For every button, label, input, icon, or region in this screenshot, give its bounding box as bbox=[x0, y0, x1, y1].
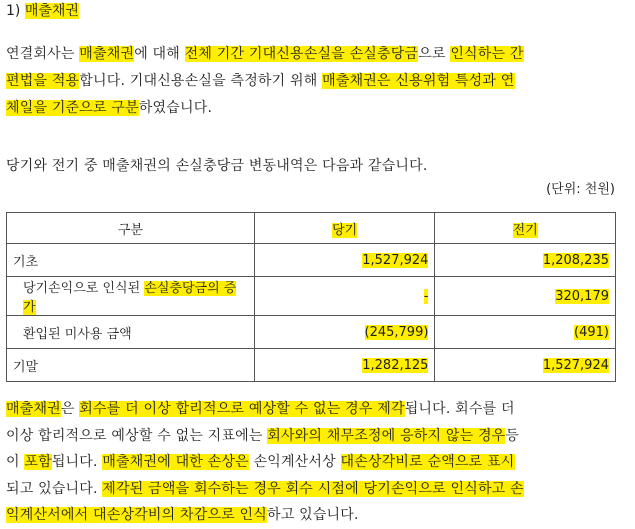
paragraph-table-intro bbox=[6, 153, 626, 180]
paragraph-line bbox=[6, 68, 626, 95]
highlighted-text: 전체 기간 기대신용손실을 손실충당금 bbox=[184, 46, 419, 62]
cell-current bbox=[254, 244, 435, 277]
text-segment: 연결회사는 bbox=[6, 46, 80, 62]
cell-current-value: - bbox=[423, 288, 429, 304]
cell-prior-value: (491) bbox=[574, 324, 609, 340]
text-segment: 으로 bbox=[418, 46, 451, 62]
highlighted-text: 편법을 적용 bbox=[6, 73, 80, 89]
table-row bbox=[7, 244, 616, 277]
row-label: 기말 bbox=[7, 349, 255, 382]
text-segment: 합니다. 기대신용손실을 측정하기 위해 bbox=[79, 73, 323, 89]
cell-current-value: 1,527,924 bbox=[362, 252, 429, 268]
text-segment: 에 대해 bbox=[134, 46, 185, 62]
highlighted-text: 매출채권에 대한 손상은 bbox=[102, 454, 249, 470]
paragraph-line bbox=[6, 41, 626, 68]
paragraph-line bbox=[6, 423, 626, 450]
heading-number: 1) bbox=[6, 3, 21, 19]
allowance-table bbox=[6, 212, 616, 382]
cell-current bbox=[254, 277, 435, 316]
paragraph-allowance-method bbox=[6, 41, 626, 122]
row-label bbox=[7, 277, 255, 316]
text-segment: 이 bbox=[6, 454, 25, 470]
text-segment: 손익계산서상 bbox=[248, 454, 341, 470]
table-row bbox=[7, 349, 616, 382]
text-segment: 하고 있습니다. bbox=[267, 507, 359, 523]
text-segment: 이상 합리적으로 예상할 수 없는 지표에는 bbox=[6, 427, 268, 444]
highlighted-text: 체일을 기준으로 구분 bbox=[6, 100, 139, 116]
cell-current-value: 1,282,125 bbox=[362, 357, 429, 373]
paragraph-line bbox=[6, 449, 626, 476]
cell-prior bbox=[435, 316, 616, 349]
paragraph-write-off-policy bbox=[6, 396, 626, 529]
cell-current-value: (245,799) bbox=[364, 324, 429, 340]
paragraph-line bbox=[6, 95, 626, 122]
highlighted-text: 인식하는 간 bbox=[450, 46, 524, 62]
row-label-highlight: 손실충당금의 증가 bbox=[23, 281, 237, 315]
row-label: 환입된 미사용 금액 bbox=[7, 316, 255, 349]
paragraph-line bbox=[6, 396, 626, 423]
text-segment: 등 bbox=[505, 427, 520, 444]
text-segment: 되고 있습니다. bbox=[6, 480, 103, 497]
row-label: 기초 bbox=[7, 244, 255, 277]
header-current-text: 당기 bbox=[332, 222, 358, 238]
paragraph-line bbox=[6, 502, 626, 529]
highlighted-text: 제각된 금액을 회수하는 경우 회수 시점에 당기손익으로 인식하고 손 bbox=[102, 480, 524, 497]
section-heading bbox=[6, 2, 79, 20]
highlighted-text: 매출채권 bbox=[6, 401, 61, 417]
highlighted-text: 매출채권 bbox=[79, 46, 135, 62]
header-prior bbox=[435, 213, 616, 244]
text-segment: 은 bbox=[60, 401, 80, 417]
cell-prior-value: 1,527,924 bbox=[542, 357, 609, 373]
text-segment: 됩니다. 회수를 더 bbox=[404, 401, 515, 417]
table-row bbox=[7, 277, 616, 316]
cell-current bbox=[254, 316, 435, 349]
row-label-plain: 당기손익으로 인식된 bbox=[23, 281, 145, 296]
highlighted-text: 익계산서에서 bbox=[6, 507, 93, 523]
header-label: 구분 bbox=[7, 213, 255, 244]
cell-prior-value: 1,208,235 bbox=[542, 252, 609, 268]
highlighted-text: 대손상각비의 차감으로 인식 bbox=[93, 507, 267, 523]
header-prior-text: 전기 bbox=[512, 222, 538, 238]
paragraph-line bbox=[6, 476, 626, 503]
table-row bbox=[7, 316, 616, 349]
highlighted-text: 포함 bbox=[24, 454, 52, 470]
highlighted-text: 대손상각비로 순액으로 표시 bbox=[340, 454, 515, 470]
highlighted-text: 회수를 더 이상 합리적으로 예상할 수 없는 경우 제각 bbox=[79, 401, 405, 417]
cell-prior-value: 320,179 bbox=[555, 288, 609, 304]
paragraph-line: 당기와 전기 중 매출채권의 손실충당금 변동내역은 다음과 같습니다. bbox=[6, 158, 428, 174]
text-segment: 하였습니다. bbox=[138, 100, 213, 116]
highlighted-text: 회사와의 채무조정에 응하지 않는 경우 bbox=[267, 427, 506, 444]
highlighted-text: 매출채권은 신용위험 특성과 연 bbox=[322, 73, 515, 89]
cell-current bbox=[254, 349, 435, 382]
header-current bbox=[254, 213, 435, 244]
cell-prior bbox=[435, 244, 616, 277]
cell-prior bbox=[435, 277, 616, 316]
heading-title: 매출채권 bbox=[24, 3, 79, 19]
text-segment: 됩니다. bbox=[51, 454, 103, 470]
cell-prior bbox=[435, 349, 616, 382]
table-header-row bbox=[7, 213, 616, 244]
unit-note: (단위: 천원) bbox=[546, 182, 615, 197]
